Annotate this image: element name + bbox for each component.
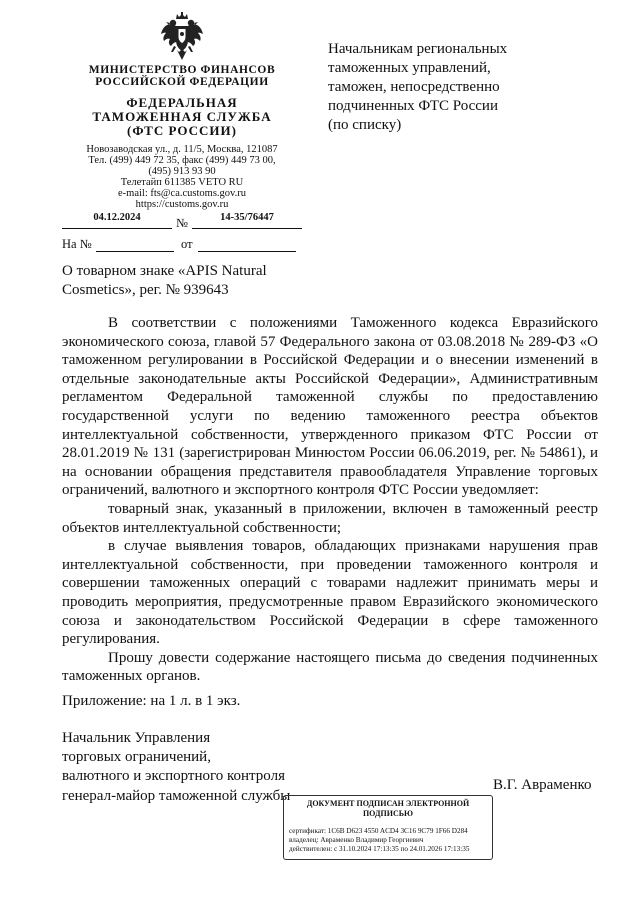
signer-title-line: торговых ограничений, xyxy=(62,749,211,766)
body-paragraph: в случае выявления товаров, обладающих признаками нарушения прав интеллектуальной собственности, при проведении таможенного контроля и совершении таможенных операций с товарами надлежит принимать меры и проводить мероприятия, предусмотренные правом Евразийского экономического союза и законодательством Российской Федерации в сфере таможенного регулирования. xyxy=(62,538,598,648)
service-name-line1: ФЕДЕРАЛЬНАЯ xyxy=(126,95,238,110)
reference-number-line xyxy=(96,251,174,252)
addressee-line: Начальникам региональных xyxy=(328,41,508,57)
reference-number-label: На № xyxy=(62,237,92,251)
subject-line: О товарном знаке «APIS Natural xyxy=(62,263,267,279)
body-paragraph: В соответствии с положениями Таможенного кодекса Евразийского экономического союза, главой 57 Федерального закона от 03.08.2018 № 289-ФЗ «О таможенном регулировании в Российской Федерации и о внесении изменений в отдельные законодательные акты Российской Федерации», Административным регламентом Федеральной таможенной службы по предоставлению государственной услуги по ведению таможенного реестра объектов интеллектуальной собственности, утвержденного приказом ФТС России от 28.01.2019 № 131 (зарегистрирован Минюстом России 06.06.2019, рег. № 54861), и на основании обращения представителя правообладателя Управление торговых ограничений, валютного и экспортного контроля ФТС России уведомляет: xyxy=(62,315,598,499)
registration-number: 14-35/76447 xyxy=(220,212,274,223)
stamp-owner: владелец: Авраменко Владимир Георгиевич xyxy=(289,836,424,844)
phone-secondary-text: (495) 913 93 90 xyxy=(148,166,216,177)
addressee-line: подчиненных ФТС России xyxy=(328,98,498,114)
subject-line: Cosmetics», рег. № 939643 xyxy=(62,282,229,298)
website-text: https://customs.gov.ru xyxy=(135,199,229,210)
number-sign: № xyxy=(176,216,188,230)
coat-of-arms-emblem xyxy=(160,12,204,62)
ministry-name-line2: РОССИЙСКОЙ ФЕДЕРАЦИИ xyxy=(95,76,269,88)
body-paragraph: Прошу довести содержание настоящего письма до сведения подчиненных таможенных органов. xyxy=(62,649,598,685)
email-text: e-mail: fts@ca.customs.gov.ru xyxy=(118,188,246,199)
addressee-line: таможенных управлений, xyxy=(328,60,491,76)
signer-title-line: Начальник Управления xyxy=(62,730,211,746)
body-paragraph: товарный знак, указанный в приложении, включен в таможенный реестр объектов интеллектуальной собственности; xyxy=(62,500,598,536)
date-underline xyxy=(62,228,172,229)
letter-subject xyxy=(62,262,302,300)
letter-body xyxy=(62,314,598,686)
reference-date-line xyxy=(198,251,296,252)
number-underline xyxy=(192,228,302,229)
stamp-title-line: ДОКУМЕНТ ПОДПИСАН ЭЛЕКТРОННОЙ xyxy=(306,799,470,808)
address-text: Новозаводская ул., д. 11/5, Москва, 121087 xyxy=(86,144,278,155)
phone-fax-text: Тел. (499) 449 72 35, факс (499) 449 73 00, xyxy=(88,155,276,166)
signer-title-line: валютного и экспортного контроля xyxy=(62,768,285,785)
signer-title-line: генерал-майор таможенной службы xyxy=(62,787,291,804)
teletype-text: Телетайп 611385 VETO RU xyxy=(120,177,244,188)
addressee-line: таможен, непосредственно xyxy=(328,79,500,95)
addressee-block xyxy=(328,40,618,135)
stamp-title-line: ПОДПИСЬЮ xyxy=(362,808,414,818)
stamp-certificate: сертификат: 1C6B D623 4550 ACD4 3C16 9C79 1F66 D284 xyxy=(289,827,468,835)
service-name-line2: ТАМОЖЕННАЯ СЛУЖБА xyxy=(92,109,272,124)
electronic-signature-stamp xyxy=(283,795,493,860)
reference-date-label: от xyxy=(181,237,193,251)
registration-date: 04.12.2024 xyxy=(93,212,141,223)
ministry-name-line1: МИНИСТЕРСТВО ФИНАНСОВ xyxy=(88,64,276,76)
addressee-line: (по списку) xyxy=(328,117,402,133)
signer-name: В.Г. Авраменко xyxy=(493,777,592,793)
signer-position xyxy=(62,729,312,806)
service-name-line3: (ФТС РОССИИ) xyxy=(127,123,237,138)
stamp-validity: действителен: с 31.10.2024 17:13:35 по 24.01.2026 17:13:35 xyxy=(289,845,470,853)
attachment-note: Приложение: на 1 л. в 1 экз. xyxy=(62,693,241,709)
stamp-title xyxy=(284,799,492,818)
